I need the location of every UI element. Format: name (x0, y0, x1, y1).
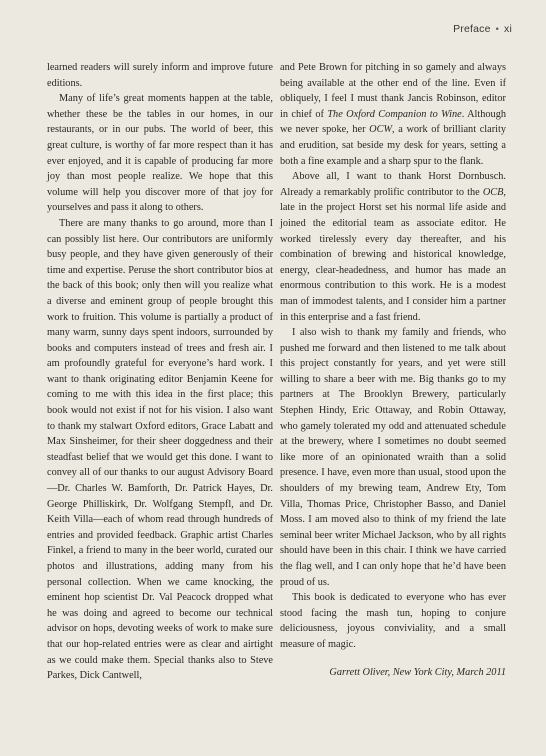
paragraph: Many of life’s great moments happen at the table, whether these be the tables in our homes, in our restaurants, or in our pubs. The world of beer, this great culture, is worthy of far more respect than it has ever enjoyed, and it is capable of producing far more joy than most people realize. We hope that this volume will help you discover more of that joy for yourselves and pass it along to others. (47, 93, 273, 214)
left-column (47, 60, 273, 684)
book-abbreviation: OCW (369, 124, 393, 136)
text-run: , a work of brilliant clarity and erudition, sat beside my desk for years, setting a both a fine example and a sharp spur to the flank. (280, 124, 506, 167)
paragraph (280, 60, 506, 169)
text-run: , late in the project Horst set his normal life aside and joined the editorial team as associate editor. He worked tirelessly every day thereafter, and his combination of brewing and historical knowledge, energy, clear-headedness, and humor has made an enormous contribution to this work. He is a modest man of immodest talents, and I consider him a partner in this enterprise and a fast friend. (280, 186, 506, 323)
running-head (453, 23, 512, 35)
book-abbreviation: OCB (482, 186, 504, 198)
paragraph: I also wish to thank my family and friends, who pushed me forward and then listened to me talk about this project constantly for years, and yet were still willing to share a beer with me. Big thanks go to my partners at The Brooklyn Brewery, particularly Stephen Hindy, Eric Ottaway, and Robin Ottaway, who gamely tolerated my odd and attenuated schedule at the brewery, where I sometimes no doubt seemed like more of an opinionated wraith than a solid presence. I have, even more than usual, stood upon the shoulders of my brewing team, Andrew Ety, Tom Villa, Thomas Price, Christopher Basso, and Daniel Moss. I am moved also to think of my friend the late seminal beer writer Michael Jackson, who by all rights should have been in this chair. I think we have carried the flag well, and I can only hope that he’d have been proud of us. (280, 327, 506, 588)
page-number: xi (504, 23, 512, 35)
separator-bullet: • (495, 24, 500, 34)
right-column (280, 60, 506, 680)
paragraph: learned readers will surely inform and improve future editions. (47, 62, 273, 89)
paragraph (280, 169, 506, 325)
paragraph: This book is dedicated to everyone who has ever stood facing the mash tun, hoping to conjure deliciousness, joyous conviviality, and a small measure of magic. (280, 592, 506, 650)
text-run: Above all, I want to thank Horst Dornbusch. Already a remarkably prolific contributor to the (280, 171, 506, 198)
book-title: The Oxford Companion to Wine (327, 108, 462, 120)
text-run: and Pete Brown for pitching in so gamely and always being available at the other end of the line. Even if obliquely, I feel I must thank Jancis Robinson, editor in chief of (280, 62, 506, 120)
text-run: . Although we never spoke, her (280, 108, 507, 136)
paragraph: There are many thanks to go around, more than I can possibly list here. Our contributors are uniformly busy people, and they have given generously of their time and expertise. Peruse the short contributor bios at the back of this book; only then will you realize what a diverse and eminent group of people brought this work to fruition. This volume is partially a product of many warm, sunny days spent indoors, surrounded by books and computers instead of trees and fresh air. I am profoundly grateful for everyone’s hard work. I want to thank originating editor Benjamin Keene for coming to me with this idea in the first place; this book would not exist if not for his vision. I also want to thank my stalwart Oxford editors, Grace Labatt and Max Sinsheimer, for their sheer doggedness and their steadfast belief that we would get this done. I want to convey all of our thanks to our august Advisory Board—Dr. Charles W. Bamforth, Dr. Patrick Hayes, Dr. George Philliskirk, Dr. Wolfgang Stempfl, and Dr. Keith Villa—each of whom read through hundreds of entries and provided feedback. Graphic artist Charles Finkel, a friend to many in the beer world, curated our photos and illustrations, adding many from his personal collection. When we came knocking, the eminent hop scientist Dr. Val Peacock dropped what he was doing and agreed to become our technical advisor on hops, devoting weeks of work to make sure that our hop-related entries were as clear and airtight as we could make them. Special thanks also to Steve Parkes, Dick Cantwell, (47, 217, 273, 682)
section-title: Preface (453, 23, 491, 35)
signature: Garrett Oliver, New York City, March 2011 (329, 666, 506, 678)
